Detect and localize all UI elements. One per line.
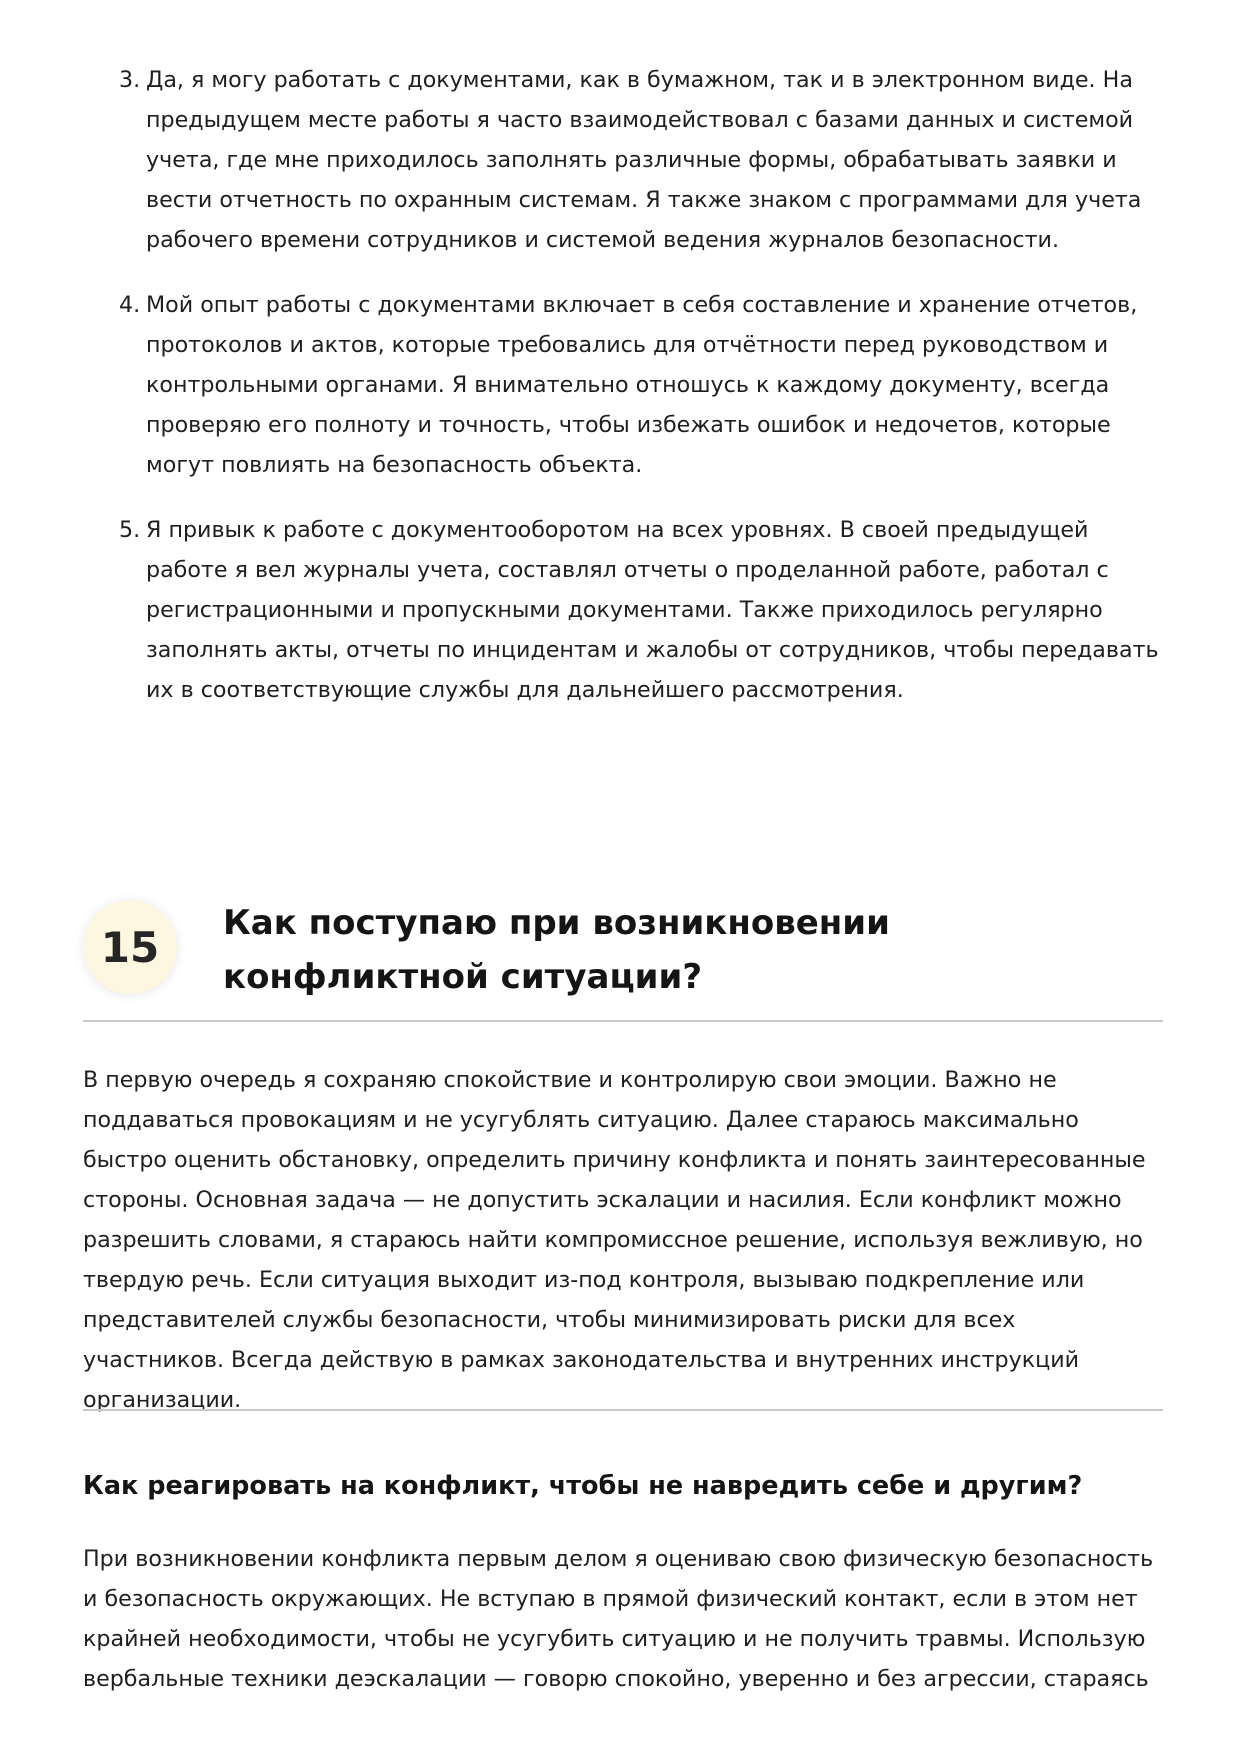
list-item-text: Я привык к работе с документооборотом на всех уровнях. В своей предыдущей работе я вел журналы учета, составлял отчеты о проделанной работе, работал с регистрационными и пропускными документами. Также приходилось регулярно заполнять акты, отчеты по инцидентам и жалобы от сотрудников, чтобы передавать их в соответствующие службы для дальнейшего рассмотрения. [146, 517, 1159, 703]
list-item-number: 5. [119, 517, 141, 543]
section-header [83, 880, 1163, 1022]
numbered-answer-list [83, 60, 1163, 735]
list-item-text: Да, я могу работать с документами, как в бумажном, так и в электронном виде. На предыдущем месте работы я часто взаимодействовал с базами данных и системой учета, где мне приходилось заполнять различные формы, обрабатывать заявки и вести отчетность по охранным системам. Я также знаком с программами для учета рабочего времени сотрудников и системой ведения журналов безопасности. [146, 67, 1142, 253]
subsection-answer: При возникновении конфликта первым делом я оцениваю свою физическую безопасность и безопасность окружающих. Не вступаю в прямой физический контакт, если в этом нет крайней необходимости, чтобы не усугубить ситуацию и не получить травмы. Использую вербальные техники деэскалации — говорю спокойно, уверенно и без агрессии, стараясь [83, 1546, 1154, 1692]
list-item-number: 3. [119, 67, 141, 93]
question-number-badge: 15 [83, 900, 177, 994]
section-answer: В первую очередь я сохраняю спокойствие и контролирую свои эмоции. Важно не поддаваться провокациям и не усугублять ситуацию. Далее стараюсь максимально быстро оценить обстановку, определить причину конфликта и понять заинтересованные стороны. Основная задача — не допустить эскалации и насилия. Если конфликт можно разрешить словами, я стараюсь найти компромиссное решение, используя вежливую, но твердую речь. Если ситуация выходит из-под контроля, вызываю подкрепление или представителей службы безопасности, чтобы минимизировать риски для всех участников. Всегда действую в рамках законодательства и внутренних инструкций организации. [83, 1067, 1146, 1413]
list-item [83, 510, 1163, 710]
section-divider [83, 1409, 1163, 1411]
list-item-number: 4. [119, 292, 141, 318]
list-item [83, 285, 1163, 485]
subsection-title: Как реагировать на конфликт, чтобы не навредить себе и другим? [83, 1471, 1083, 1501]
list-item-text: Мой опыт работы с документами включает в себя составление и хранение отчетов, протоколов и актов, которые требовались для отчётности перед руководством и контрольными органами. Я внимательно отношусь к каждому документу, всегда проверяю его полноту и точность, чтобы избежать ошибок и недочетов, которые могут повлиять на безопасность объекта. [146, 292, 1138, 478]
list-item [83, 60, 1163, 260]
section-title: Как поступаю при возникновении конфликтной ситуации? [223, 903, 890, 997]
